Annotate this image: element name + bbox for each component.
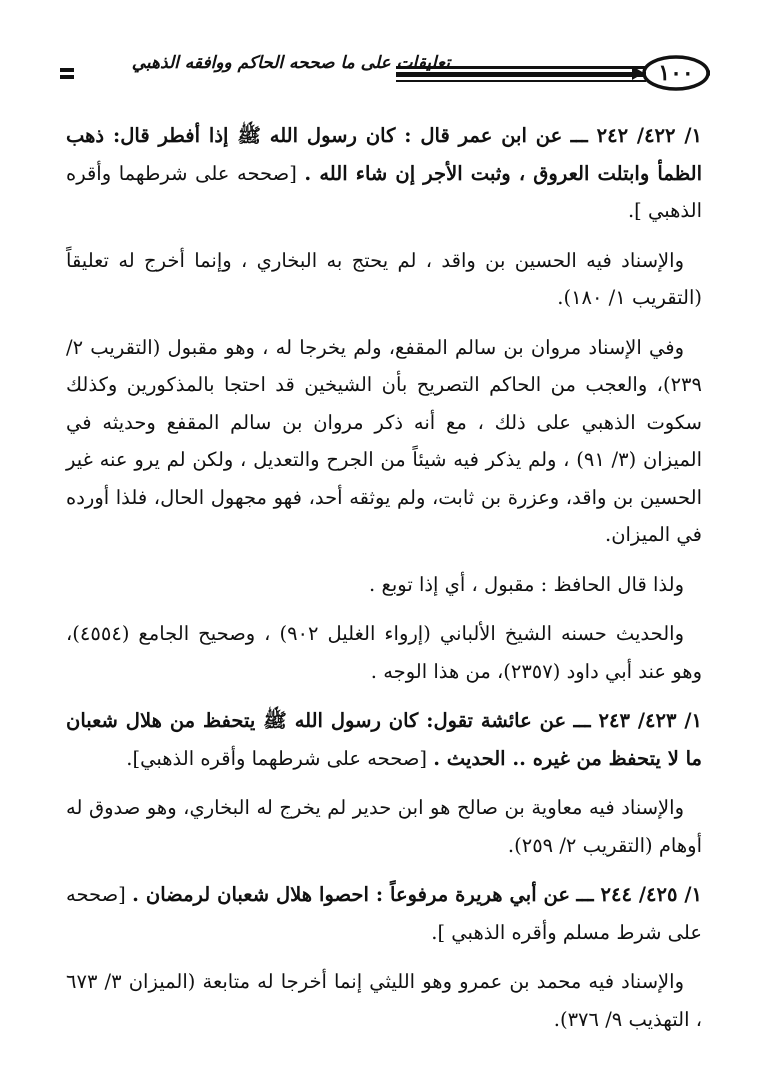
- hadith-ruling: [صححه على شرط مسلم وأقره الذهبي ].: [66, 883, 702, 944]
- hadith-text: عن أبي هريرة مرفوعاً : احصوا هلال شعبان لرمضان .: [132, 883, 571, 906]
- hadith-ruling: [صححه على شرطهما وأقره الذهبي].: [126, 746, 428, 770]
- page-number: ١٠٠: [658, 60, 694, 86]
- commentary-paragraph: ولذا قال الحافظ : مقبول ، أي إذا توبع .: [369, 572, 684, 596]
- hadith-entry-242: [66, 117, 702, 230]
- page-header: [60, 48, 710, 98]
- hadith-entry-243: [66, 702, 702, 777]
- commentary-paragraph: والإسناد فيه محمد بن عمرو وهو الليثي إنما أخرجا له متابعة (الميزان ٣/ ٦٧٣ ، التهذيب ٩/ ٣٧٦).: [66, 970, 702, 1031]
- commentary-paragraph: والحديث حسنه الشيخ الألباني (إرواء الغليل ٩٠٢) ، وصحيح الجامع (٤٥٥٤)، وهو عند أبي داود (٢٣٥٧)، من هذا الوجه .: [66, 622, 702, 683]
- running-title: تعليقات على ما صححه الحاكم ووافقه الذهبي: [131, 53, 450, 73]
- hadith-text: عن ابن عمر قال : كان رسول الله ﷺ إذا أفطر قال: ذهب الظمأ وابتلت العروق ، وثبت الأجر إن شاء الله .: [66, 124, 703, 185]
- commentary-paragraph: والإسناد فيه الحسين بن واقد ، لم يحتج به البخاري ، وإنما أخرج له تعليقاً (التقريب ١/ ١٨٠).: [66, 248, 702, 309]
- hadith-entry-244: [66, 876, 702, 951]
- commentary-paragraph: والإسناد فيه معاوية بن صالح هو ابن حدير لم يخرج له البخاري، وهو صدوق له أوهام (التقريب ٢/ ٢٥٩).: [66, 796, 702, 857]
- hadith-text: عن عائشة تقول: كان رسول الله ﷺ يتحفظ من هلال شعبان ما لا يتحفظ من غيره .. الحديث .: [66, 709, 702, 770]
- hadith-ruling: [صححه على شرطهما وأقره الذهبي ].: [66, 161, 702, 222]
- page-body: [66, 117, 702, 1050]
- hadith-number: ١/ ٤٢٢/ ٢٤٢ ـــ: [570, 124, 702, 147]
- hadith-number: ١/ ٤٢٥/ ٢٤٤ ـــ: [576, 883, 702, 906]
- hadith-number: ١/ ٤٢٣/ ٢٤٣ ـــ: [573, 709, 702, 732]
- commentary-paragraph: وفي الإسناد مروان بن سالم المقفع، ولم يخرجا له ، وهو مقبول (التقريب ٢/ ٢٣٩)، والعجب من الحاكم التصريح بأن الشيخين قد احتجا بالمذكورين وكذلك سكوت الذهبي على ذلك ، مع أنه ذكر مروان بن سالم المقفع وحديثه في الميزان (٣/ ٩١) ، ولم يذكر فيه شيئاً من الجرح والتعديل ، ولكن لم يرو عنه غير الحسين بن واقد، وعزرة بن ثابت، ولم يوثقه أحد، فهو مجهول الحال، فلذا أورده في الميزان.: [66, 335, 702, 546]
